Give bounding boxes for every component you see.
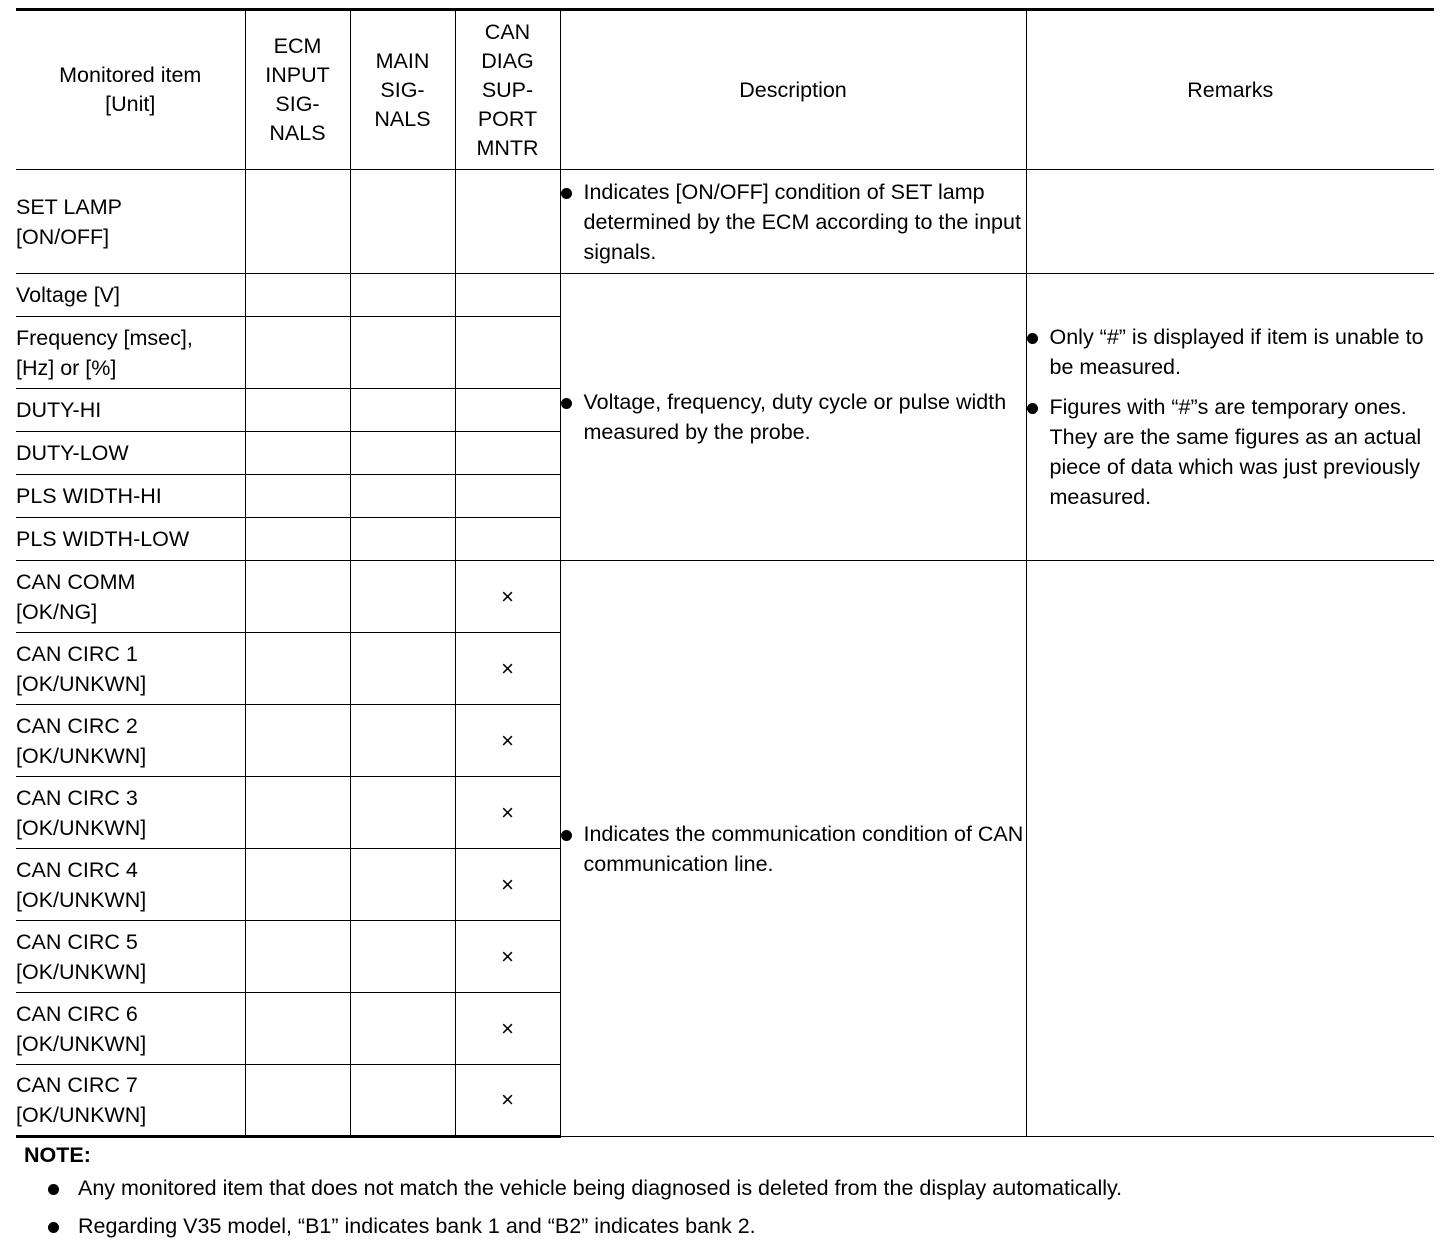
ecm-input-signals-cell [245,921,350,993]
can-diag-support-cell [455,274,560,317]
main-signals-cell [350,633,455,705]
monitored-item-cell: PLS WIDTH-HI [16,475,245,518]
ecm-input-signals-cell [245,993,350,1065]
remarks-bullet: Only “#” is displayed if item is unable to be measured. [1027,322,1435,382]
remarks-list [1027,322,1435,512]
table-row [16,274,1434,317]
note-list [24,1169,1434,1245]
monitored-item-cell: CAN CIRC 4 [OK/UNKWN] [16,849,245,921]
remarks-bullet: Figures with “#”s are temporary ones. They are the same figures as an actual piece of data which was just previously measured. [1027,392,1435,512]
main-signals-cell [350,432,455,475]
ecm-input-signals-cell [245,1065,350,1137]
remarks-cell [1026,561,1434,1137]
header-ecm-input-signals: ECM INPUT SIG- NALS [245,10,350,170]
ecm-input-signals-cell [245,705,350,777]
main-signals-cell [350,389,455,432]
can-diag-support-cell: × [455,993,560,1065]
table-row [16,561,1434,633]
main-signals-cell [350,993,455,1065]
ecm-input-signals-cell [245,274,350,317]
main-signals-cell [350,170,455,274]
main-signals-cell [350,777,455,849]
header-can-diag-support-mntr: CAN DIAG SUP- PORT MNTR [455,10,560,170]
can-diag-support-cell: × [455,1065,560,1137]
description-bullet: Indicates the communication condition of CAN communication line. [561,819,1026,879]
monitored-item-cell: PLS WIDTH-LOW [16,518,245,561]
monitored-item-cell: CAN COMM [OK/NG] [16,561,245,633]
data-monitor-table [16,8,1434,1138]
can-diag-support-cell: × [455,705,560,777]
note-section [24,1141,1434,1245]
can-diag-support-cell: × [455,561,560,633]
header-remarks: Remarks [1026,10,1434,170]
ecm-input-signals-cell [245,633,350,705]
header-monitored-item: Monitored item [Unit] [16,10,245,170]
main-signals-cell [350,705,455,777]
can-diag-support-cell: × [455,921,560,993]
ecm-input-signals-cell [245,561,350,633]
can-diag-support-cell [455,317,560,389]
ecm-input-signals-cell [245,777,350,849]
can-diag-support-cell [455,475,560,518]
description-cell [560,170,1026,274]
ecm-input-signals-cell [245,170,350,274]
monitored-item-cell: CAN CIRC 6 [OK/UNKWN] [16,993,245,1065]
main-signals-cell [350,518,455,561]
can-diag-support-cell: × [455,777,560,849]
description-list [561,387,1026,447]
remarks-cell [1026,170,1434,274]
main-signals-cell [350,921,455,993]
header-row [16,10,1434,170]
monitored-item-cell: Frequency [msec], [Hz] or [%] [16,317,245,389]
can-diag-support-cell [455,170,560,274]
monitored-item-cell: CAN CIRC 5 [OK/UNKWN] [16,921,245,993]
table-row [16,170,1434,274]
description-cell [560,561,1026,1137]
ecm-input-signals-cell [245,518,350,561]
header-description: Description [560,10,1026,170]
description-list [561,819,1026,879]
monitored-item-cell: CAN CIRC 7 [OK/UNKWN] [16,1065,245,1137]
ecm-input-signals-cell [245,317,350,389]
can-diag-support-cell [455,432,560,475]
monitored-item-cell: CAN CIRC 1 [OK/UNKWN] [16,633,245,705]
main-signals-cell [350,475,455,518]
monitored-item-cell: CAN CIRC 2 [OK/UNKWN] [16,705,245,777]
main-signals-cell [350,317,455,389]
ecm-input-signals-cell [245,389,350,432]
ecm-input-signals-cell [245,475,350,518]
monitored-item-cell: DUTY-LOW [16,432,245,475]
note-item: Any monitored item that does not match the vehicle being diagnosed is deleted from the display automatically. [24,1169,1434,1207]
monitored-item-cell: SET LAMP [ON/OFF] [16,170,245,274]
monitored-item-cell: Voltage [V] [16,274,245,317]
can-diag-support-cell: × [455,633,560,705]
header-main-signals: MAIN SIG- NALS [350,10,455,170]
note-title: NOTE: [24,1143,91,1167]
description-cell [560,274,1026,561]
can-diag-support-cell [455,518,560,561]
main-signals-cell [350,1065,455,1137]
can-diag-support-cell: × [455,849,560,921]
ecm-input-signals-cell [245,849,350,921]
main-signals-cell [350,274,455,317]
can-diag-support-cell [455,389,560,432]
note-item: Regarding V35 model, “B1” indicates bank 1 and “B2” indicates bank 2. [24,1207,1434,1245]
remarks-cell [1026,274,1434,561]
monitored-item-cell: CAN CIRC 3 [OK/UNKWN] [16,777,245,849]
monitored-item-cell: DUTY-HI [16,389,245,432]
description-bullet: Indicates [ON/OFF] condition of SET lamp determined by the ECM according to the input signals. [561,177,1026,267]
ecm-input-signals-cell [245,432,350,475]
description-list [561,177,1026,267]
main-signals-cell [350,849,455,921]
description-bullet: Voltage, frequency, duty cycle or pulse width measured by the probe. [561,387,1026,447]
main-signals-cell [350,561,455,633]
